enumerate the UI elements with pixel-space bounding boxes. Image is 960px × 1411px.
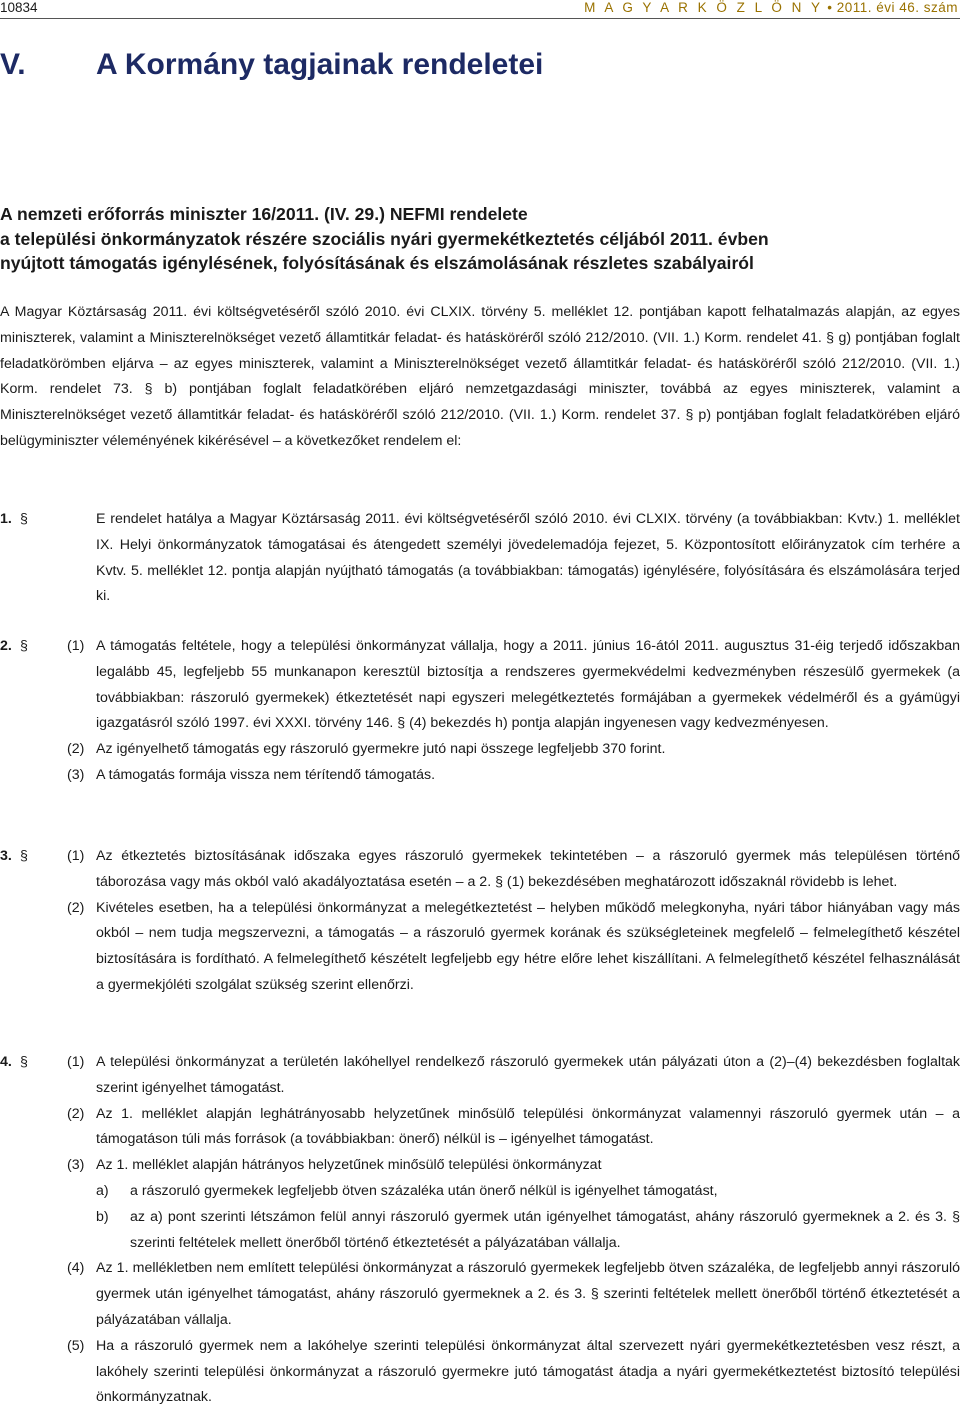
section-2 [0,634,960,789]
section-sign: § [20,1054,28,1070]
paragraph-number: (3) [67,1157,85,1174]
section-3 [0,844,960,999]
journal-header: M A G Y A R K Ö Z L Ö N Y • 2011. évi 46. szám [584,0,958,15]
paragraph-text: Ha a rászoruló gyermek nem a lakóhelye szerinti települési önkormányzat által szervezett nyári gyermekétkeztetésben vesz részt, a lakóhely szerinti települési önkormányzat a rászoruló gyermekre jutó támogatást átadja a nyári gyermekétkeztetést biztosító települési önkormányzatnak. [96,1337,960,1406]
paragraph-text: A támogatás formája vissza nem térítendő támogatás. [96,766,436,783]
section-number: 1. [0,511,12,527]
paragraph [0,1050,960,1102]
chapter-number: V. [0,48,26,81]
list-item-text: az a) pont szerinti létszámon felül annyi rászoruló gyermek után igényelhet támogatást, ahány rászoruló gyermeknek a 2. és 3. § szerinti feltételek mellett önerőből történő étkeztetését a pályázatában vállalja. [130,1208,960,1251]
paragraph-text: Az 1. melléklet alapján hátrányos helyzetűnek minősülő települési önkormányzat [96,1157,602,1174]
page-number: 10834 [0,0,38,15]
decree-title-line: a települési önkormányzatok részére szociális nyári gyermekétkeztetés céljából 2011. évben [0,228,769,249]
paragraph [0,1153,960,1179]
list-item-label: a) [96,1182,109,1199]
paragraph-number: (1) [67,638,85,654]
decree-title [0,202,960,276]
section-number: 3. [0,848,12,864]
paragraph [0,737,960,763]
paragraph [0,1256,960,1333]
paragraph-text: A települési önkormányzat a területén lakóhellyel rendelkező rászoruló gyermekek után pályázati úton a (2)–(4) bekezdésben foglaltak szerint igényelhet támogatást. [96,1054,960,1096]
section-1 [0,507,960,610]
page-header [0,0,960,20]
paragraph-text: Kivételes esetben, ha a települési önkormányzat a melegétkeztetést – helyben működő melegkonyha, nyári tábor hiányában vagy más okból – nem tudja megszervezni, a támogatás – a rászoruló gyermek korának és szükségleteinek megfelelő – felmelegíthető készétel biztosítására is fordítható. A felmelegíthető készételt legfeljebb egy hétre előre lehet kiszállítani. A felmelegíthető készétel felhasználását a gyermekjóléti szolgálat szükség szerint ellenőrzi. [96,899,960,993]
section-text: E rendelet hatálya a Magyar Köztársaság 2011. évi költségvetéséről szóló 2010. évi CLXIX. törvény (a továbbiakban: Kvtv.) 1. melléklet IX. Helyi önkormányzatok támogatásai és átengedett személyi jövedelemadója fejezet, 5. Központosított előirányzatok cím terhére a Kvtv. 5. melléklet 12. pontja alapján nyújtható támogatás (a továbbiakban: támogatás) igénylésére, folyósítására és elszámolására terjed ki. [96,511,960,605]
list-item [96,1179,960,1205]
paragraph [0,896,960,999]
paragraph-number: (2) [67,899,85,916]
paragraph [0,844,960,896]
paragraph-number: (2) [67,1105,85,1122]
list-item-label: b) [96,1208,109,1225]
paragraph-number: (4) [67,1260,85,1277]
section-number: 2. [0,638,12,654]
paragraph [0,634,960,737]
paragraph-number: (2) [67,741,85,758]
paragraph-text: Az igényelhető támogatás egy rászoruló gyermekre jutó napi összege legfeljebb 370 forint. [96,741,666,758]
chapter-heading [0,48,543,82]
decree-title-line: nyújtott támogatás igénylésének, folyósításának és elszámolásának részletes szabályairól [0,253,754,273]
issue-number: 2011. évi 46. szám [836,0,958,15]
journal-name: M A G Y A R K Ö Z L Ö N Y [584,0,823,15]
paragraph [0,1334,960,1411]
decree-title-line: A nemzeti erőforrás miniszter 16/2011. (IV. 29.) NEFMI rendelete [0,204,528,224]
paragraph [0,763,960,789]
list-item-text: a rászoruló gyermekek legfeljebb ötven százaléka után önerő nélkül is igényelhet támogatást, [130,1182,718,1199]
section-4 [0,1050,960,1411]
section-sign: § [20,638,28,654]
chapter-title: A Kormány tagjainak rendeletei [96,48,544,81]
section-number: 4. [0,1054,12,1070]
section-sign: § [20,848,28,864]
paragraph-number: (3) [67,766,85,783]
paragraph-number: (5) [67,1337,85,1354]
preamble: A Magyar Köztársaság 2011. évi költségvetéséről szóló 2010. évi CLXIX. törvény 5. melléklet 12. pontjában kapott felhatalmazás alapján, az egyes miniszterek, valamint a Miniszterelnökséget vezető államtitkár feladat- és hatásköréről szóló 212/2010. (VII. 1.) Korm. rendelet 41. § g) pontjában foglalt feladatkörömben eljárva – az egyes miniszterek, valamint a Miniszterelnökséget vezető államtitkár feladat- és hatásköréről szóló 212/2010. (VII. 1.) Korm. rendelet 73. § b) pontjában foglalt feladatkörében eljáró nemzetgazdasági miniszter, továbbá az egyes miniszterek, valamint a Miniszterelnökséget vezető államtitkár feladat- és hatásköréről szóló 212/2010. (VII. 1.) Korm. rendelet 37. § p) pontjában foglalt feladatkörében eljáró belügyminiszter véleményének kikérésével – a következőket rendelem el: [0,304,960,449]
paragraph-number: (1) [67,848,85,864]
paragraph-text: Az 1. mellékletben nem említett települési önkormányzat a rászoruló gyermekek legfeljebb ötven százaléka, de legfeljebb annyi rászoruló gyermek után igényelhet támogatást, ahány rászoruló gyermeknek a 2. és 3. § szerinti feltételek mellett önerőből történő étkeztetését a pályázatában vállalja. [96,1260,960,1328]
paragraph [0,1102,960,1154]
paragraph-text: Az étkeztetés biztosításának időszaka egyes rászoruló gyermekek tekintetében – a rászoruló gyermek más településen történő táborozása vagy más okból való akadályoztatása esetén – a 2. § (1) bekezdésében meghatározott időszaknál rövidebb is lehet. [96,848,960,890]
section-sign: § [20,511,28,527]
paragraph-text: Az 1. melléklet alapján leghátrányosabb helyzetűnek minősülő települési önkormányzat valamennyi rászoruló gyermek után – a támogatáson túli más források (a továbbiakban: önerő) nélkül is – igényelhet támogatást. [96,1105,960,1148]
header-rule [0,18,960,19]
paragraph-text: A támogatás feltétele, hogy a települési önkormányzat vállalja, hogy a 2011. június 16-ától 2011. augusztus 31-éig terjedő időszakban legalább 45, legfeljebb 55 munkanapon keresztül biztosítja a rendszeres gyermekvédelmi kedvezményben részesülő gyermekek (a továbbiakban: rászoruló gyermekek) étkeztetését napi egyszeri melegétkeztetés formájában a gyermekek védelméről és a gyámügyi igazgatásról szóló 1997. évi XXXI. törvény 146. § (4) bekezdés h) pontja alapján ingyenesen vagy kedvezményesen. [96,638,960,732]
list-item [96,1205,960,1257]
paragraph-number: (1) [67,1054,85,1070]
